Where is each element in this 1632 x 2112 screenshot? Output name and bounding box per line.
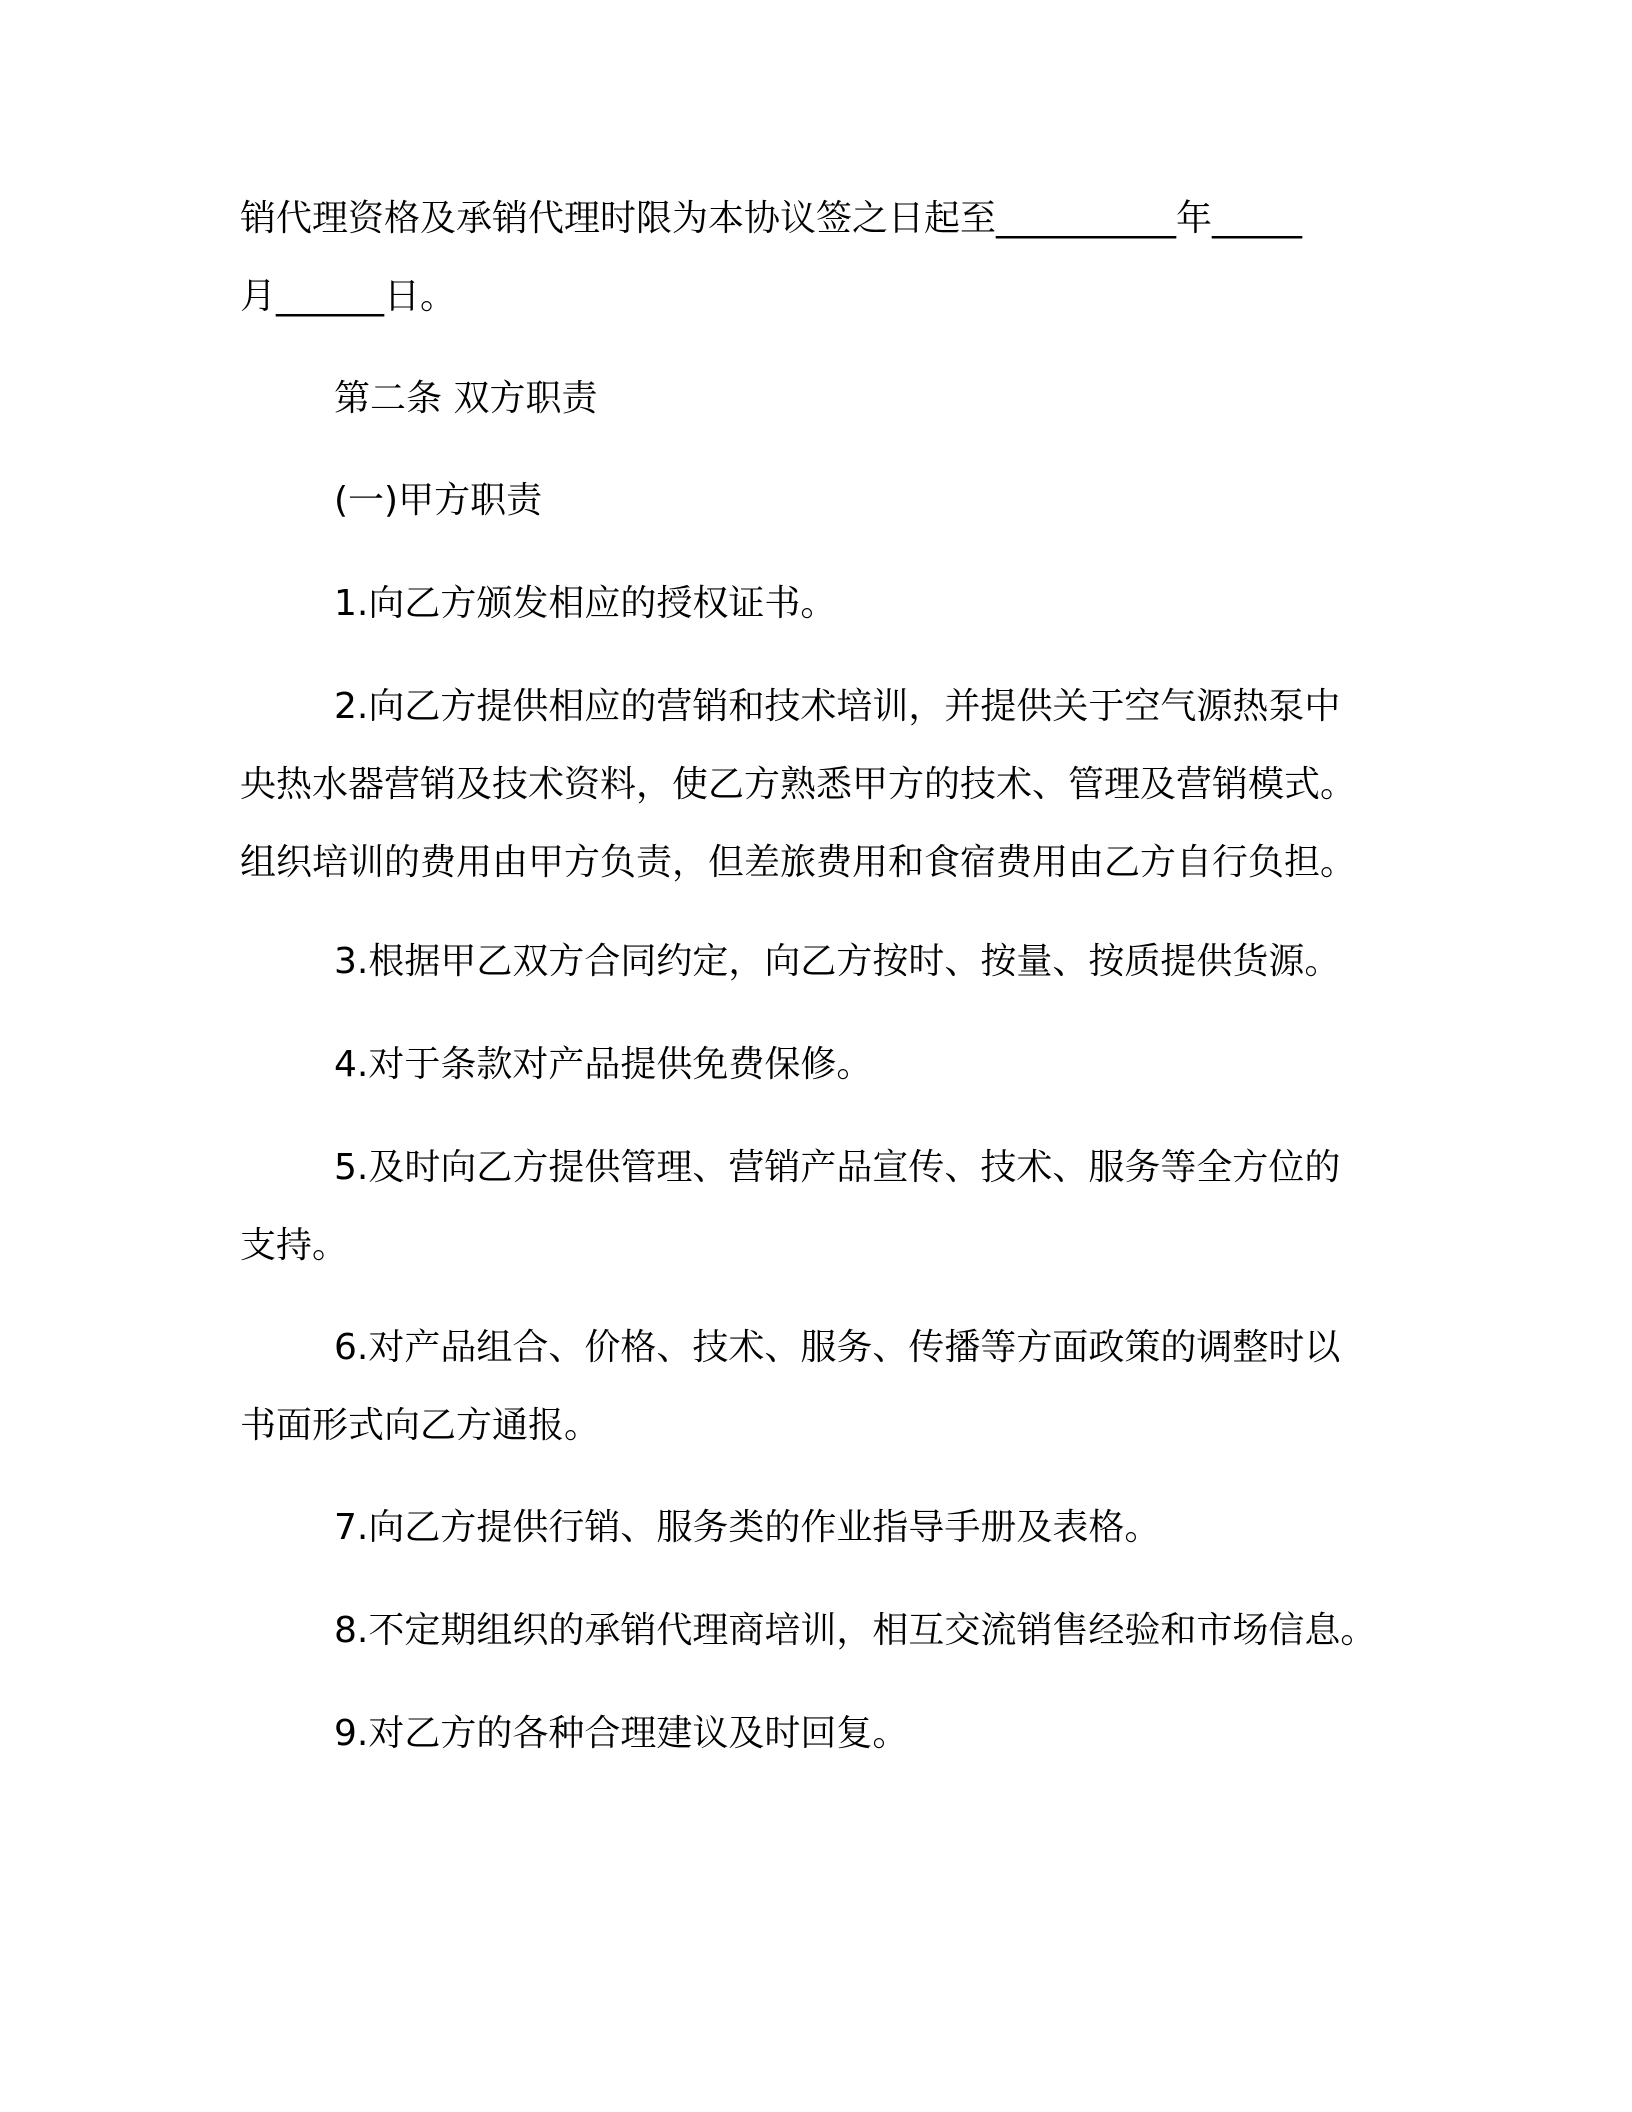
item-3-line-1: 3.根据甲乙双方合同约定，向乙方按时、按量、按质提供货源。	[334, 941, 1341, 982]
item-6-line-1: 6.对产品组合、价格、技术、服务、传播等方面政策的调整时以	[334, 1327, 1341, 1368]
item-1-line-1: 1.向乙方颁发相应的授权证书。	[334, 583, 837, 624]
item-2-block	[240, 668, 1400, 902]
item-5-block	[240, 1129, 1400, 1285]
item-6-line-2: 书面形式向乙方通报。	[240, 1405, 601, 1446]
document-body	[240, 180, 1400, 336]
item-8-line-1: 8.不定期组织的承销代理商培训，相互交流销售经验和市场信息。	[334, 1610, 1377, 1651]
item-2-line-1: 2.向乙方提供相应的营销和技术培训，并提供关于空气源热泵中	[334, 686, 1341, 727]
item-8-block	[240, 1592, 1400, 1670]
item-2-line-2: 央热水器营销及技术资料，使乙方熟悉甲方的技术、管理及营销模式。	[240, 764, 1357, 805]
item-7-line-1: 7.向乙方提供行销、服务类的作业指导手册及表格。	[334, 1507, 1161, 1548]
continuation-line-1: 销代理资格及承销代理时限为本协议签之日起至__________年_____	[240, 198, 1303, 239]
item-2-line-3: 组织培训的费用由甲方负责，但差旅费用和食宿费用由乙方自行负担。	[240, 842, 1357, 883]
article-title: 第二条 双方职责	[334, 378, 598, 419]
item-3-block	[240, 923, 1400, 1001]
item-4-line-1: 4.对于条款对产品提供免费保修。	[334, 1044, 873, 1085]
section-heading-block	[240, 462, 1400, 540]
item-7-block	[240, 1489, 1400, 1567]
item-5-line-1: 5.及时向乙方提供管理、营销产品宣传、技术、服务等全方位的	[334, 1147, 1341, 1188]
item-1-block	[240, 565, 1400, 643]
item-9-block	[240, 1695, 1400, 1773]
item-6-block	[240, 1309, 1400, 1465]
continuation-line-2: 月______日。	[240, 276, 457, 317]
item-9-line-1: 9.对乙方的各种合理建议及时回复。	[334, 1713, 909, 1754]
article-heading-block	[240, 360, 1400, 438]
item-5-line-2: 支持。	[240, 1225, 349, 1266]
section-title: (一)甲方职责	[334, 480, 543, 521]
item-4-block	[240, 1026, 1400, 1104]
